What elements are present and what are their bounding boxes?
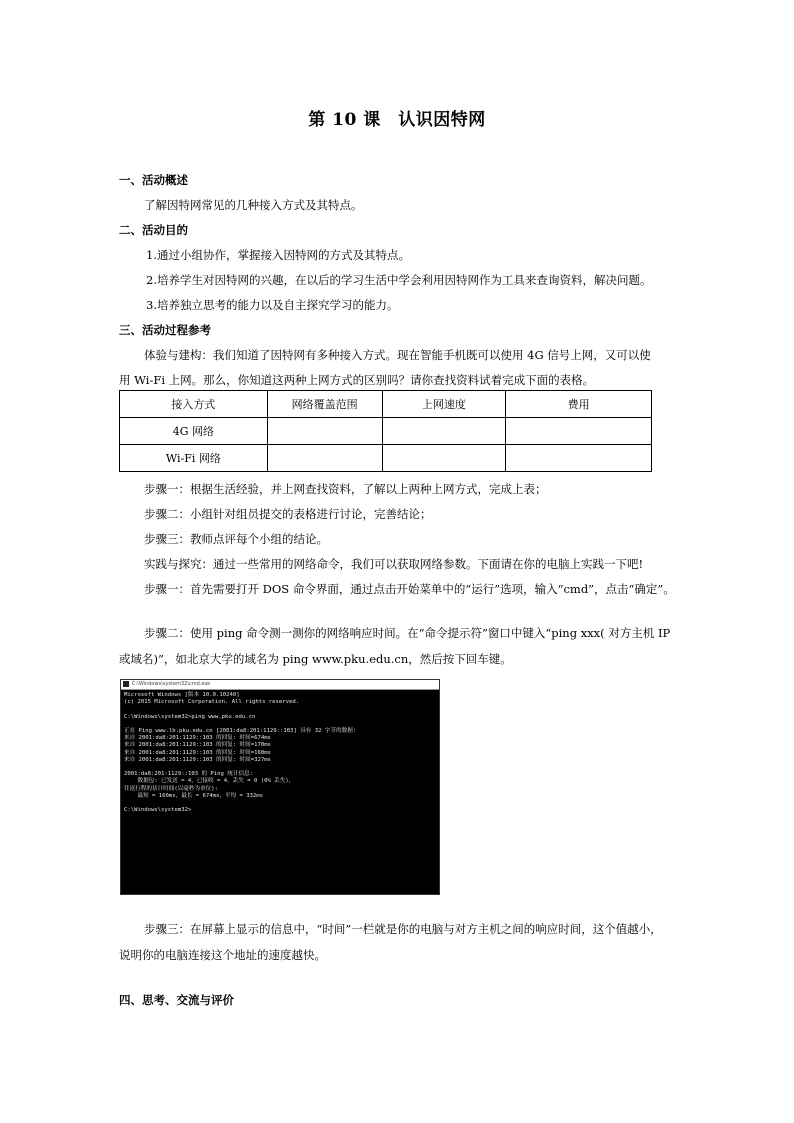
overview-text: 了解因特网常见的几种接入方式及其特点。 <box>144 198 363 212</box>
step-a-1: 步骤一：根据生活经验，并上网查找资料，了解以上两种上网方式，完成上表； <box>144 482 547 496</box>
terminal-icon <box>123 681 129 687</box>
table-cell: Wi-Fi 网络 <box>120 445 268 472</box>
table-cell: 4G 网络 <box>120 418 268 445</box>
table-cell <box>382 445 506 472</box>
cmd-window-title: C:\Windows\system32\cmd.exe <box>132 681 211 687</box>
section-heading-reflection: 四、思考、交流与评价 <box>119 993 234 1007</box>
table-cell <box>506 418 652 445</box>
cmd-screenshot <box>120 679 440 895</box>
cmd-output-line: 来自 2001:da8:201:1129::103 的回复: 时间=674ms <box>124 735 271 742</box>
step-b-2-line-1: 步骤二：使用 ping 命令测一测你的网络响应时间。在“命令提示符”窗口中键入“ping xxx( 对方主机 IP <box>144 626 671 640</box>
cmd-output-line: 来自 2001:da8:201:1129::103 的回复: 时间=170ms <box>124 742 271 749</box>
table-header-cell: 费用 <box>506 391 652 418</box>
cmd-output-line: 来自 2001:da8:201:1129::103 的回复: 时间=327ms <box>124 756 271 763</box>
cmd-output-line: 来自 2001:da8:201:1129::103 的回复: 时间=160ms <box>124 749 271 756</box>
goal-item-3: 3.培养独立思考的能力以及自主探究学习的能力。 <box>146 298 399 312</box>
comparison-table <box>119 390 652 472</box>
step-b-3-line-1: 步骤三：在屏幕上显示的信息中，“时间”一栏就是你的电脑与对方主机之间的响应时间，这个值越小， <box>144 922 662 936</box>
table-cell <box>506 445 652 472</box>
table-cell <box>267 418 382 445</box>
table-header-cell: 网络覆盖范围 <box>267 391 382 418</box>
goal-item-1: 1.通过小组协作，掌握接入因特网的方式及其特点。 <box>146 248 410 262</box>
cmd-output-line: C:\Windows\system32>ping www.pku.edu.cn <box>124 713 256 720</box>
table-cell <box>267 445 382 472</box>
step-b-3-line-2: 说明你的电脑连接这个地址的速度越快。 <box>119 948 326 962</box>
table-header-cell: 接入方式 <box>120 391 268 418</box>
cmd-output <box>121 690 439 816</box>
section-heading-process: 三、活动过程参考 <box>119 323 211 337</box>
cmd-output-line <box>124 706 436 713</box>
cmd-output-line: 最短 = 160ms，最长 = 674ms，平均 = 332ms <box>124 792 264 799</box>
cmd-output-line <box>124 721 436 728</box>
cmd-output-line: (c) 2015 Microsoft Corporation. All rights reserved. <box>124 699 300 706</box>
cmd-output-line: 2001:da8:201:1129::103 的 Ping 统计信息: <box>124 771 254 778</box>
practice-paragraph: 实践与探究：通过一些常用的网络命令，我们可以获取网络参数。下面请在你的电脑上实践一下吧! <box>144 557 644 571</box>
goal-item-2: 2.培养学生对因特网的兴趣，在以后的学习生活中学会利用因特网作为工具来查询资料，解决问题。 <box>146 273 652 287</box>
cmd-output-line: 往返行程的估计时间(以毫秒为单位): <box>124 785 219 792</box>
cmd-output-line: 数据包: 已发送 = 4，已接收 = 4，丢失 = 0 (0% 丢失)， <box>124 778 295 785</box>
cmd-output-line: Microsoft Windows [版本 10.0.10240] <box>124 692 240 698</box>
step-a-3: 步骤三：教师点评每个小组的结论。 <box>144 532 328 546</box>
table-cell <box>382 418 506 445</box>
step-a-2: 步骤二：小组针对组员提交的表格进行讨论，完善结论； <box>144 507 432 521</box>
step-b-1: 步骤一：首先需要打开 DOS 命令界面，通过点击开始菜单中的“运行”选项，输入“cmd”，点击“确定”。 <box>144 582 675 596</box>
cmd-output-line: 正在 Ping www.lb.pku.edu.cn [2001:da8:201:1129::103] 具有 32 字节的数据: <box>124 727 357 734</box>
page-title: 第 10 课 认识因特网 <box>308 110 486 130</box>
section-heading-overview: 一、活动概述 <box>119 173 188 187</box>
table-header-row <box>120 391 652 418</box>
intro-paragraph-line-2: 用 Wi-Fi 上网。那么，你知道这两种上网方式的区别吗？请你查找资料试着完成下面的表格。 <box>119 373 595 387</box>
step-b-2-line-2: 或域名)”，如北京大学的域名为 ping www.pku.edu.cn，然后按下回车键。 <box>119 652 512 666</box>
table-header-cell: 上网速度 <box>382 391 506 418</box>
cmd-output-line: C:\Windows\system32> <box>124 807 192 814</box>
intro-paragraph-line-1: 体验与建构：我们知道了因特网有多种接入方式。现在智能手机既可以使用 4G 信号上网，又可以使 <box>144 348 651 362</box>
cmd-titlebar <box>121 680 439 690</box>
table-row <box>120 445 652 472</box>
section-heading-goals: 二、活动目的 <box>119 223 188 237</box>
cmd-output-line <box>124 800 436 807</box>
table-row <box>120 418 652 445</box>
